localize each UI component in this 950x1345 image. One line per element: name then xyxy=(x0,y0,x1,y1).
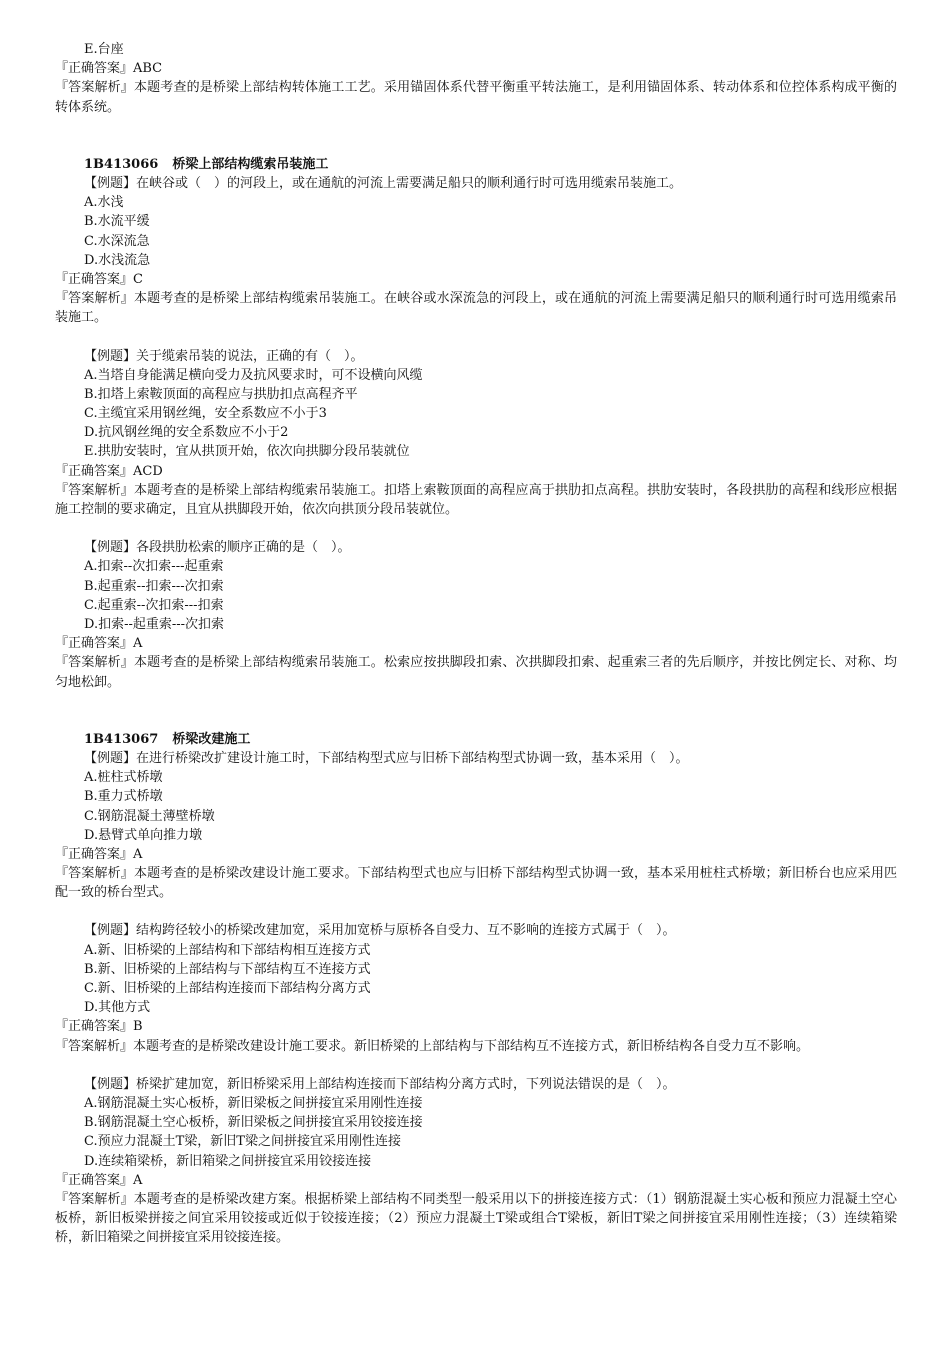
option-c: C.主缆宜采用钢丝绳，安全系数应不小于3 xyxy=(84,406,327,422)
question-text: 【例题】关于缆索吊装的说法，正确的有（ ）。 xyxy=(84,348,364,364)
section-heading xyxy=(0,730,950,749)
question-text: 【例题】在进行桥梁改扩建设计施工时，下部结构型式应与旧桥下部结构型式协调一致，基本采用（ ）。 xyxy=(84,750,689,766)
option-c: C.起重索--次扣索---扣索 xyxy=(84,597,224,613)
option-a: A.水浅 xyxy=(84,195,124,211)
answer-line: 『正确答案』A xyxy=(55,636,143,652)
option-c: C.钢筋混凝土薄壁桥墩 xyxy=(84,808,215,824)
section-title: 桥梁上部结构缆索吊装施工 xyxy=(172,156,329,172)
option-b: B.钢筋混凝土空心板桥，新旧梁板之间拼接宜采用铰接连接 xyxy=(84,1115,423,1131)
option-d: D.其他方式 xyxy=(84,1000,151,1016)
option-e: E.拱肋安装时，宜从拱顶开始，依次向拱脚分段吊装就位 xyxy=(84,444,410,460)
explanation-paragraph: 『答案解析』本题考查的是桥梁改建设计施工要求。下部结构型式也应与旧桥下部结构型式协调一致，基本采用桩柱式桥墩；新旧桥台也应采用匹配一致的桥台型式。 xyxy=(55,866,897,901)
answer-line: 『正确答案』A xyxy=(55,846,143,862)
explanation-paragraph: 『答案解析』本题考查的是桥梁改建设计施工要求。新旧桥梁的上部结构与下部结构互不连接方式，新旧桥结构各自受力互不影响。 xyxy=(55,1038,810,1054)
explanation-paragraph: 『答案解析』本题考查的是桥梁上部结构转体施工工艺。采用锚固体系代替平衡重平转法施工，是利用锚固体系、转动体系和位控体系构成平衡的转体系统。 xyxy=(55,80,897,115)
answer-line: 『正确答案』B xyxy=(55,1019,143,1035)
explanation-paragraph: 『答案解析』本题考查的是桥梁上部结构缆索吊装施工。松索应按拱脚段扣索、次拱脚段扣索、起重索三者的先后顺序，并按比例定长、对称、均匀地松卸。 xyxy=(55,655,897,690)
option-a: A.新、旧桥梁的上部结构和下部结构相互连接方式 xyxy=(84,942,371,958)
option-a: A.当塔自身能满足横向受力及抗风要求时，可不设横向风缆 xyxy=(84,367,423,383)
answer-line: 『正确答案』ACD xyxy=(55,463,163,479)
question-text: 【例题】在峡谷或（ ）的河段上，或在通航的河流上需要满足船只的顺利通行时可选用缆索吊装施工。 xyxy=(84,175,683,191)
answer-line: 『正确答案』A xyxy=(55,1172,143,1188)
section-code: 1B413067 xyxy=(84,731,159,747)
option-a: A.钢筋混凝土实心板桥，新旧梁板之间拼接宜采用刚性连接 xyxy=(84,1095,423,1111)
option-d: D.扣索--起重索---次扣索 xyxy=(84,616,225,632)
option-a: A.扣索--次扣索---起重索 xyxy=(84,559,224,575)
option-b: B.起重索--扣索---次扣索 xyxy=(84,578,224,594)
explanation-paragraph: 『答案解析』本题考查的是桥梁改建方案。根据桥梁上部结构不同类型一般采用以下的拼接连接方式：（1）钢筋混凝土实心板和预应力混凝土空心板桥，新旧板梁拼接之间宜采用铰接或近似于铰接连接；（2）预应力混凝土T梁或组合T梁板，新旧T梁之间拼接宜采用刚性连接；（3）连续箱梁桥，新旧箱梁之间拼接宜采用铰接连接。 xyxy=(55,1191,897,1246)
answer-line: 『正确答案』ABC xyxy=(55,61,163,77)
option-b: B.重力式桥墩 xyxy=(84,789,163,805)
option-b: B.新、旧桥梁的上部结构与下部结构互不连接方式 xyxy=(84,961,371,977)
option-d: D.抗风钢丝绳的安全系数应不小于2 xyxy=(84,425,289,441)
document-page xyxy=(0,40,950,1248)
explanation-paragraph: 『答案解析』本题考查的是桥梁上部结构缆索吊装施工。扣塔上索鞍顶面的高程应高于拱肋扣点高程。拱肋安装时，各段拱肋的高程和线形应根据施工控制的要求确定，且宜从拱脚段开始，依次向拱顶分段吊装就位。 xyxy=(55,482,897,518)
option-b: B.水流平缓 xyxy=(84,214,150,230)
section-heading xyxy=(0,155,950,174)
question-text: 【例题】桥梁扩建加宽，新旧桥梁采用上部结构连接而下部结构分离方式时，下列说法错误的是（ ）。 xyxy=(84,1076,676,1092)
option-a: A.桩柱式桥墩 xyxy=(84,770,163,786)
answer-line: 『正确答案』C xyxy=(55,271,143,287)
option-c: C.新、旧桥梁的上部结构连接而下部结构分离方式 xyxy=(84,981,371,997)
section-code: 1B413066 xyxy=(84,156,159,172)
option-c: C.预应力混凝土T梁，新旧T梁之间拼接宜采用刚性连接 xyxy=(84,1134,401,1150)
option-d: D.悬臂式单向推力墩 xyxy=(84,827,203,843)
option-e: E.台座 xyxy=(84,42,124,57)
option-c: C.水深流急 xyxy=(84,233,150,249)
question-text: 【例题】结构跨径较小的桥梁改建加宽，采用加宽桥与原桥各自受力、互不影响的连接方式属于（ ）。 xyxy=(84,923,676,939)
explanation-paragraph: 『答案解析』本题考查的是桥梁上部结构缆索吊装施工。在峡谷或水深流急的河段上，或在通航的河流上需要满足船只的顺利通行时可选用缆索吊装施工。 xyxy=(55,291,897,326)
option-b: B.扣塔上索鞍顶面的高程应与拱肋扣点高程齐平 xyxy=(84,386,358,402)
option-d: D.连续箱梁桥，新旧箱梁之间拼接宜采用铰接连接 xyxy=(84,1153,372,1169)
question-text: 【例题】各段拱肋松索的顺序正确的是（ ）。 xyxy=(84,540,351,556)
section-title: 桥梁改建施工 xyxy=(172,731,251,747)
option-d: D.水浅流急 xyxy=(84,252,151,268)
